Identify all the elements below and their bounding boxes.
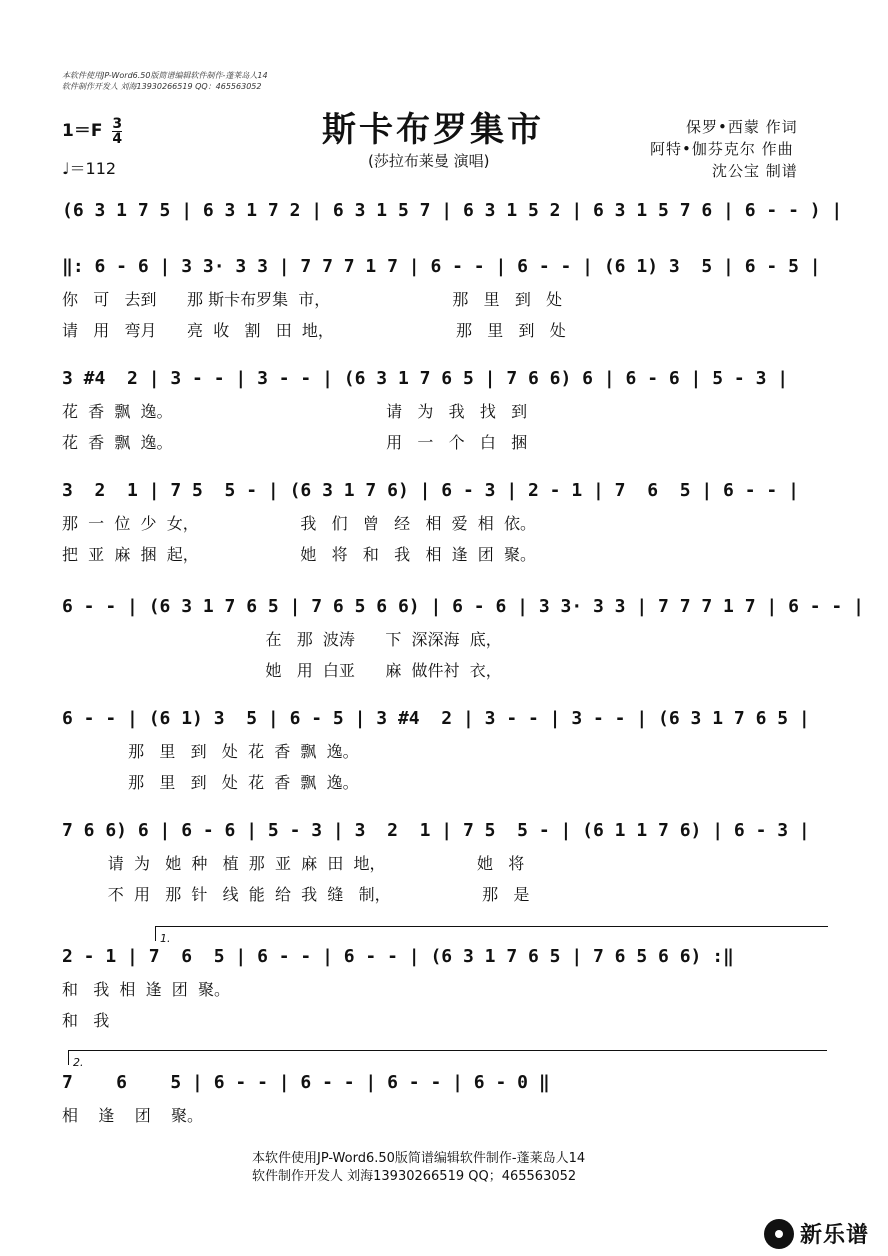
lyric-verse-2: 那 里 到 处 花 香 飘 逸。 [62,773,359,792]
volta-bracket-1 [155,926,828,945]
lyric-verse-2: 花 香 飘 逸。 用 一 个 白 捆 [62,433,528,452]
lyric-verse-1: 你 可 去到 那 斯卡布罗集 市， 那 里 到 处 [62,290,563,309]
lyricist-credit: 保罗•西蒙 作词 [686,118,798,136]
score-system-7 [62,820,828,905]
notation-line: 2 - 1 | 7 6 5 | 6 - - | 6 - - | (6 3 1 7 6 5 | 7 6 5 6 6) :‖ [62,946,734,967]
lyric-verse-1: 相 逢 团 聚。 [62,1106,204,1125]
lyric-verse-1: 请 为 她 种 植 那 亚 麻 田 地， 她 将 [62,854,525,873]
time-denominator: 4 [112,130,123,147]
lyric-verse-2: 不 用 那 针 线 能 给 我 缝 制， 那 是 [62,885,530,904]
key-label: 1＝F [62,121,103,141]
score-system-1 [62,200,843,221]
page-title: 斯卡布罗集市 [322,110,544,150]
lyric-verse-2: 和 我 [62,1011,110,1030]
lyric-verse-1: 和 我 相 逢 团 聚。 [62,980,230,999]
lyric-verse-2: 请 用 弯月 亮 收 割 田 地， 那 里 到 处 [62,321,566,340]
time-numerator: 3 [112,115,123,132]
volta-label: 1. [160,932,171,945]
footer-notice [252,1150,585,1186]
score-system-5 [62,596,864,681]
score-system-8 [62,946,828,1031]
score-system-9 [62,1072,828,1126]
lyric-verse-2: 她 用 白亚 麻 做件衬 衣， [62,661,502,680]
site-logo[interactable] [764,1218,869,1249]
lyric-verse-1: 花 香 飘 逸。 请 为 我 找 到 [62,402,528,421]
composer-credit: 阿特•伽芬克尔 作曲 [650,140,794,158]
arranger-credit: 沈公宝 制谱 [712,162,798,180]
notation-line: 3 #4 2 | 3 - - | 3 - - | (6 3 1 7 6 5 | 7 6 6) 6 | 6 - 6 | 5 - 3 | [62,368,789,389]
volta-bracket-2 [68,1050,827,1069]
score-system-3 [62,368,828,453]
notation-line: 3 2 1 | 7 5 5 - | (6 3 1 7 6) | 6 - 3 | 2 - 1 | 7 6 5 | 6 - - | [62,480,799,501]
tempo-marking: ♩＝112 [62,159,117,178]
notation-line: 7 6 5 | 6 - - | 6 - - | 6 - - | 6 - 0 ‖ [62,1072,550,1093]
notation-line: (6 3 1 7 5 | 6 3 1 7 2 | 6 3 1 5 7 | 6 3 1 5 2 | 6 3 1 5 7 6 | 6 - - ) | [62,200,843,221]
page-subtitle: (莎拉布莱曼 演唱) [368,152,490,170]
notation-line: 6 - - | (6 3 1 7 6 5 | 7 6 5 6 6) | 6 - 6 | 3 3· 3 3 | 7 7 7 1 7 | 6 - - | [62,596,864,617]
score-system-6 [62,708,828,793]
volta-label: 2. [73,1056,84,1069]
score-system-4 [62,480,828,565]
footer-line-1: 本软件使用JP-Word6.50版简谱编辑软件制作-蓬莱岛人14 [252,1151,586,1166]
key-signature [62,116,122,146]
lyric-verse-1: 那 里 到 处 花 香 飘 逸。 [62,742,359,761]
footer-line-2: 软件制作开发人 刘海13930266519 QQ；465563052 [252,1169,577,1184]
lyric-verse-1: 在 那 波涛 下 深深海 底， [62,630,502,649]
logo-text: 新乐谱 [800,1223,870,1248]
record-disc-icon [764,1219,794,1249]
notation-line: ‖: 6 - 6 | 3 3· 3 3 | 7 7 7 1 7 | 6 - - | 6 - - | (6 1) 3 5 | 6 - 5 | [62,256,821,277]
time-signature [112,117,122,146]
watermark-top [62,70,268,92]
notation-line: 6 - - | (6 1) 3 5 | 6 - 5 | 3 #4 2 | 3 - - | 3 - - | (6 3 1 7 6 5 | [62,708,810,729]
lyric-verse-2: 把 亚 麻 捆 起， 她 将 和 我 相 逢 团 聚。 [62,545,536,564]
watermark-line-1: 本软件使用JP-Word6.50版简谱编辑软件制作-蓬莱岛人14 [62,71,268,80]
notation-line: 7 6 6) 6 | 6 - 6 | 5 - 3 | 3 2 1 | 7 5 5 - | (6 1 1 7 6) | 6 - 3 | [62,820,810,841]
watermark-line-2: 软件制作开发人 刘海13930266519 QQ：465563052 [62,82,262,91]
score-system-2 [62,256,828,341]
lyric-verse-1: 那 一 位 少 女， 我 们 曾 经 相 爱 相 依。 [62,514,536,533]
